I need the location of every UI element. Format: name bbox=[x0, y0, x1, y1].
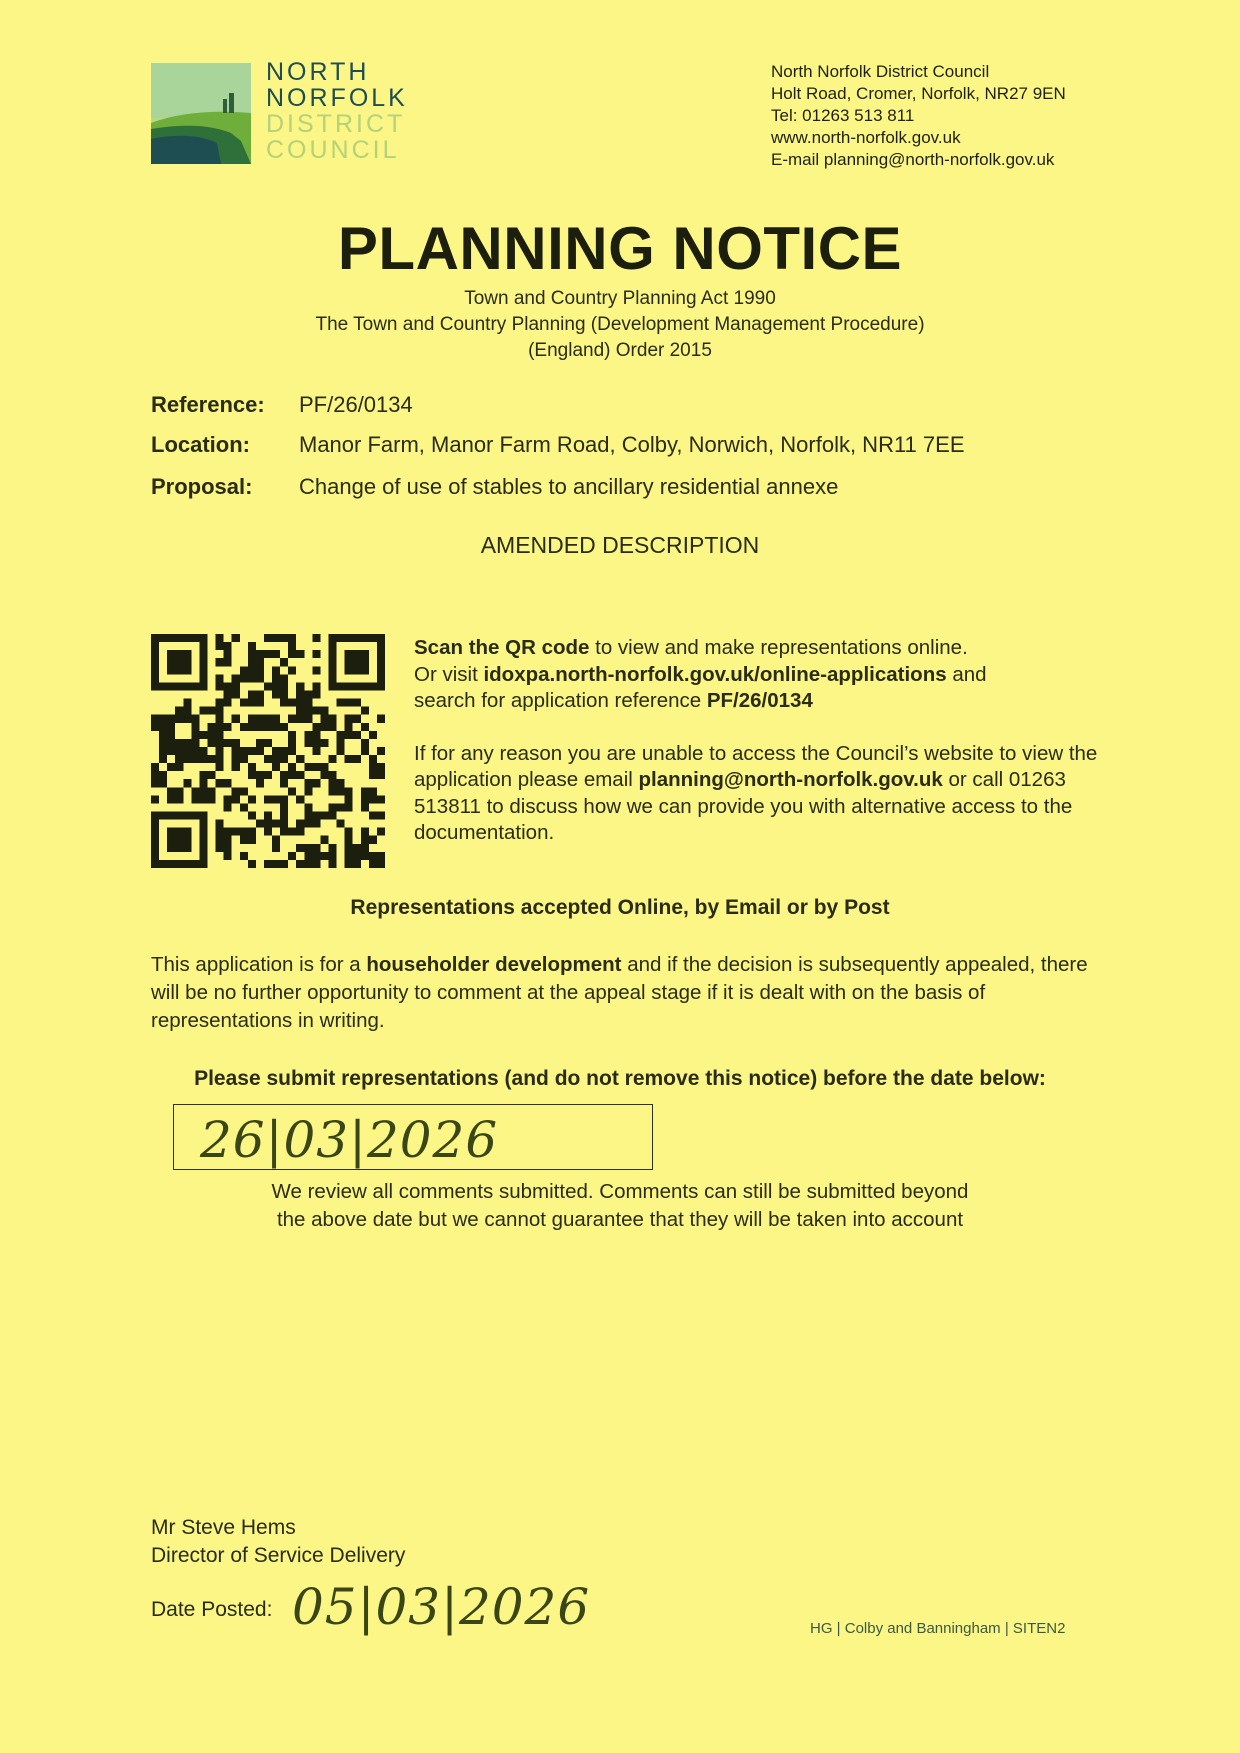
review-line-1: We review all comments submitted. Comments can still be submitted beyond bbox=[271, 1180, 969, 1203]
search-prefix: search for application reference bbox=[414, 689, 707, 712]
footer-reference: HG | Colby and Banningham | SITEN2 bbox=[810, 1620, 1066, 1637]
legislation-subtitle bbox=[0, 286, 1240, 364]
online-paragraph-2 bbox=[414, 741, 1134, 847]
visit-suffix: and bbox=[946, 662, 987, 686]
signatory bbox=[151, 1514, 405, 1570]
proposal-label: Proposal: bbox=[151, 474, 253, 499]
scan-qr-text: Scan the QR code bbox=[414, 636, 590, 659]
visit-prefix: Or visit bbox=[414, 662, 484, 686]
application-url-link[interactable]: idoxpa.north-norfolk.gov.uk/online-applications bbox=[483, 662, 947, 686]
logo-line-1: NORTH bbox=[266, 58, 370, 86]
deadline-date: 26|03|2026 bbox=[200, 1111, 499, 1169]
reference-row bbox=[151, 392, 413, 418]
council-street: Holt Road, Cromer, Norfolk, NR27 9EN bbox=[771, 84, 1066, 103]
scan-rest-text: to view and make representations online. bbox=[589, 636, 968, 659]
subtitle-line-3: (England) Order 2015 bbox=[528, 340, 712, 361]
search-reference: PF/26/0134 bbox=[706, 689, 813, 712]
review-line-2: the above date but we cannot guarantee that they will be taken into account bbox=[276, 1208, 964, 1231]
review-notice bbox=[0, 1178, 1240, 1234]
council-name: North Norfolk District Council bbox=[771, 62, 990, 81]
council-tel: Tel: 01263 513 811 bbox=[771, 106, 915, 125]
proposal-row bbox=[151, 474, 838, 500]
amended-description-heading: AMENDED DESCRIPTION bbox=[480, 532, 760, 558]
logo-line-3: DISTRICT bbox=[266, 110, 406, 138]
subtitle-line-1: Town and Country Planning Act 1990 bbox=[464, 288, 776, 309]
council-logo-wordmark bbox=[266, 59, 408, 163]
date-posted-label: Date Posted: bbox=[151, 1598, 273, 1621]
location-row bbox=[151, 432, 965, 458]
online-paragraph-1 bbox=[414, 635, 1134, 715]
qr-code-icon[interactable] bbox=[151, 634, 385, 868]
representations-heading: Representations accepted Online, by Email or by Post bbox=[350, 896, 890, 919]
logo-line-4: COUNCIL bbox=[266, 136, 400, 164]
council-email: E-mail planning@north-norfolk.gov.uk bbox=[771, 150, 1055, 169]
council-address bbox=[771, 61, 1066, 171]
online-instructions bbox=[414, 635, 1134, 873]
access-suffix: or call 01263 513811 to discuss how we can provide you with alternative access to the documentation. bbox=[414, 768, 1073, 844]
date-posted-value: 05|03|2026 bbox=[292, 1578, 591, 1636]
reference-label: Reference: bbox=[151, 392, 265, 417]
householder-bold: householder development bbox=[366, 953, 622, 976]
subtitle-line-2: The Town and Country Planning (Development Management Procedure) bbox=[315, 314, 925, 335]
council-web: www.north-norfolk.gov.uk bbox=[771, 128, 961, 147]
proposal-value: Change of use of stables to ancillary residential annexe bbox=[299, 474, 839, 499]
signer-role: Director of Service Delivery bbox=[151, 1544, 406, 1567]
access-prefix: If for any reason you are unable to access the Council’s website to view the application please email bbox=[414, 741, 1098, 791]
planning-email-link[interactable]: planning@north-norfolk.gov.uk bbox=[638, 768, 943, 791]
householder-prefix: This application is for a bbox=[151, 953, 367, 976]
location-value: Manor Farm, Manor Farm Road, Colby, Norwich, Norfolk, NR11 7EE bbox=[299, 432, 965, 457]
signer-name: Mr Steve Hems bbox=[151, 1516, 296, 1539]
page-title: PLANNING NOTICE bbox=[337, 215, 903, 282]
householder-paragraph bbox=[151, 951, 1091, 1035]
location-label: Location: bbox=[151, 432, 250, 457]
householder-suffix: and if the decision is subsequently appealed, there will be no further opportunity to comment at the appeal stage if it is dealt with on the basis of representations in writing. bbox=[151, 953, 1088, 1032]
council-logo-icon bbox=[151, 63, 251, 164]
council-logo bbox=[151, 58, 551, 173]
logo-line-2: NORFOLK bbox=[266, 84, 408, 112]
submit-heading: Please submit representations (and do not remove this notice) before the date below: bbox=[194, 1067, 1046, 1090]
reference-value: PF/26/0134 bbox=[299, 392, 413, 417]
